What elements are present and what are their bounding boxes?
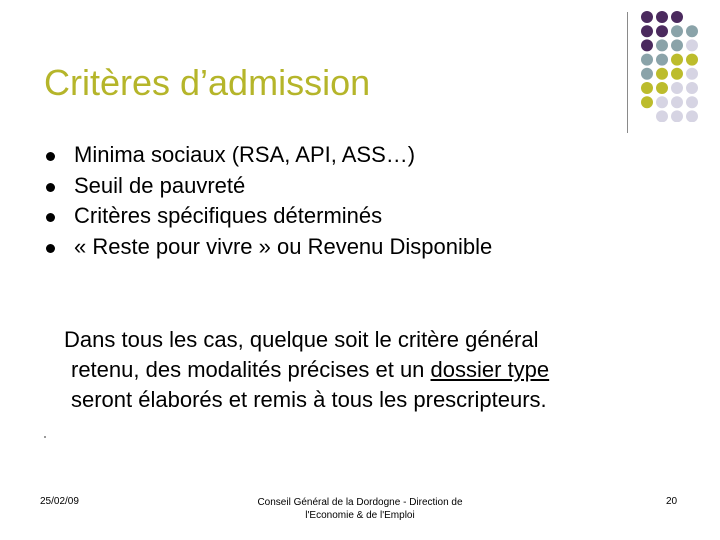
slide-title: Critères d’admission	[44, 62, 371, 103]
decorative-dot	[656, 54, 668, 66]
decorative-dot	[656, 25, 668, 37]
decorative-dot	[641, 39, 653, 51]
paragraph-line-2-text: retenu, des modalités précises et un	[71, 357, 431, 382]
underlined-term: dossier type	[430, 357, 550, 382]
decorative-dot	[686, 54, 698, 66]
decorative-dot	[641, 68, 653, 80]
decorative-dot	[641, 11, 653, 23]
decorative-divider	[627, 12, 628, 133]
decorative-dot	[671, 110, 683, 122]
decorative-dot	[656, 110, 668, 122]
decorative-dot	[641, 25, 653, 37]
decorative-dot	[671, 39, 683, 51]
decorative-dot	[671, 54, 683, 66]
decorative-mark	[44, 436, 46, 438]
paragraph-line-2	[64, 355, 664, 385]
bullet-dot-icon	[46, 244, 55, 253]
bullet-text: Seuil de pauvreté	[74, 172, 246, 198]
decorative-dot	[671, 82, 683, 94]
decorative-dot	[671, 11, 683, 23]
decorative-dot	[641, 82, 653, 94]
decorative-dot	[656, 82, 668, 94]
bullet-text: « Reste pour vivre » ou Revenu Disponible	[74, 233, 493, 259]
decorative-dot	[641, 54, 653, 66]
paragraph-line-3: seront élaborés et remis à tous les prescripteurs.	[71, 387, 547, 412]
footer-organization	[230, 496, 490, 522]
decorative-dot	[686, 68, 698, 80]
decorative-dot	[671, 96, 683, 108]
decorative-dot	[686, 82, 698, 94]
decorative-dot	[671, 25, 683, 37]
decorative-dot	[656, 11, 668, 23]
decorative-dot-grid-icon	[640, 10, 720, 122]
paragraph-line-1: Dans tous les cas, quelque soit le critère général	[64, 327, 539, 352]
bullet-text: Critères spécifiques déterminés	[74, 203, 383, 228]
bullet-dot-icon	[46, 213, 55, 222]
bullet-dot-icon	[46, 183, 55, 192]
footer-page-number: 20	[666, 496, 678, 507]
footer-organization-line-2: l'Economie & de l'Emploi	[305, 510, 415, 521]
decorative-dot	[656, 39, 668, 51]
decorative-dot	[656, 68, 668, 80]
bullet-text: Minima sociaux (RSA, API, ASS…)	[74, 142, 416, 167]
decorative-dot	[671, 68, 683, 80]
footer-date: 25/02/09	[40, 496, 79, 507]
decorative-dot	[686, 96, 698, 108]
bullet-dot-icon	[46, 152, 55, 161]
decorative-dot	[686, 110, 698, 122]
decorative-dot	[641, 96, 653, 108]
decorative-dot	[686, 25, 698, 37]
decorative-dot	[686, 39, 698, 51]
body-paragraph	[64, 325, 664, 415]
decorative-dot	[656, 96, 668, 108]
footer-organization-line-1: Conseil Général de la Dordogne - Direction de	[257, 497, 463, 508]
